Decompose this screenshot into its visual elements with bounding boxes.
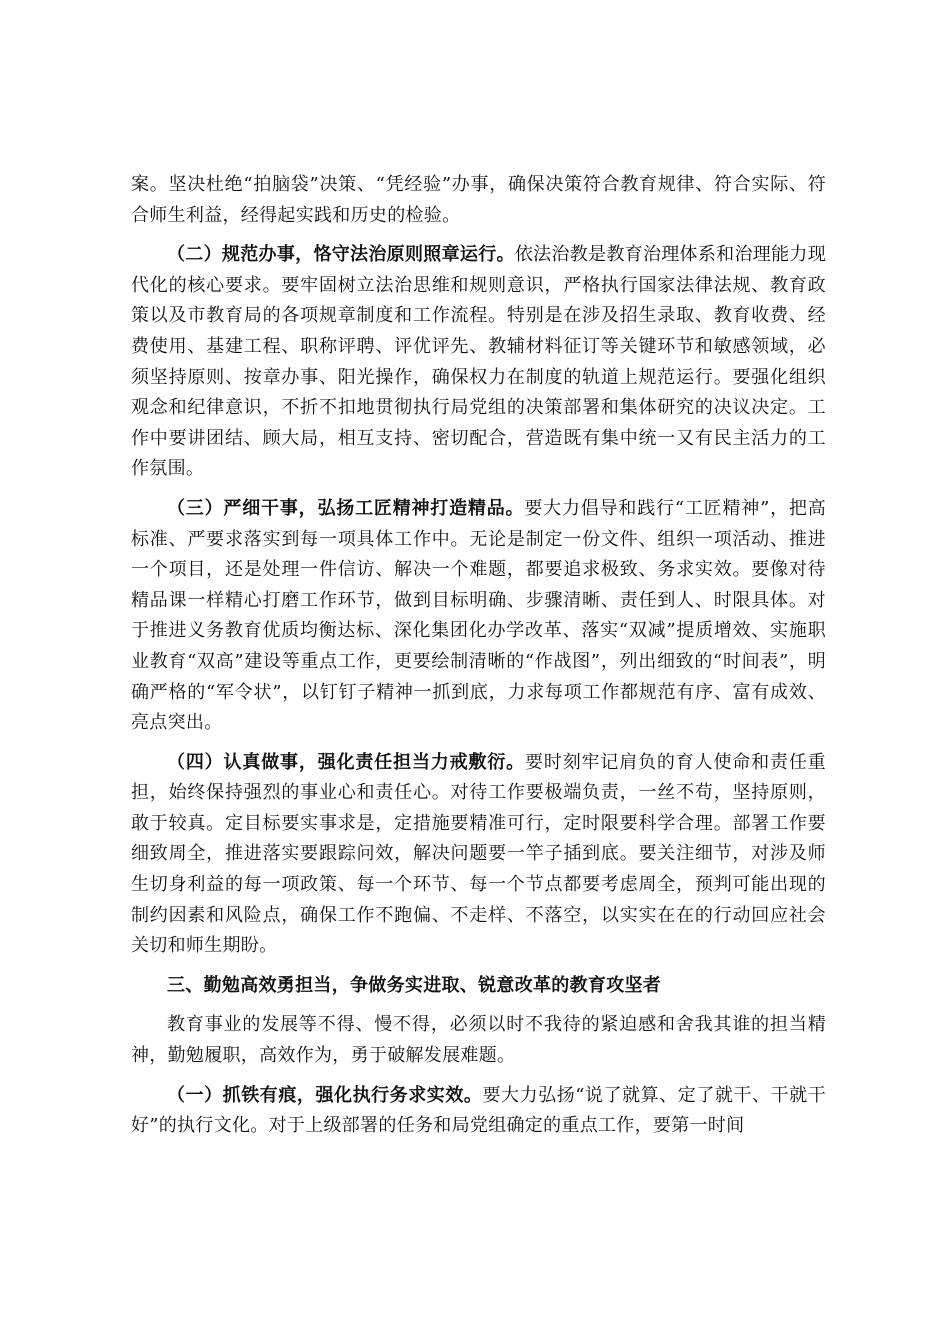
paragraph-section-4	[131, 748, 826, 962]
document-page	[131, 170, 826, 1151]
paragraph-text: 依法治教是教育治理体系和治理能力现代化的核心要求。要牢固树立法治思维和规则意识，严格执行国家法律法规、教育政策以及市教育局的各项规章制度和工作流程。特别是在涉及招生录取、教育收费、经费使用、基建工程、职称评聘、评优评先、教辅材料征订等关键环节和敏感领域，必须坚持原则、按章办事、阳光操作，确保权力在制度的轨道上规范运行。要强化组织观念和纪律意识，不折不扣地贯彻执行局党组的决策部署和集体研究的决议决定。工作中要讲团结、顾大局，相互支持、密切配合，营造既有集中统一又有民主活力的工作氛围。	[131, 244, 826, 480]
paragraph-text: 要大力倡导和践行“工匠精神”，把高标准、严要求落实到每一项具体工作中。无论是制定一份文件、组织一项活动、推进一个项目，还是处理一件信访、解决一个难题，都要追求极致、务求实效。要像对待精品课一样精心打磨工作环节，做到目标明确、步骤清晰、责任到人、时限具体。对于推进义务教育优质均衡达标、深化集团化办学改革、落实“双减”提质增效、实施职业教育“双高”建设等重点工作，更要绘制清晰的“作战图”，列出细致的“时间表”，明确严格的“军令状”，以钉钉子精神一抓到底，力求每项工作都规范有序、富有成效、亮点突出。	[131, 497, 826, 734]
paragraph-lead: （二）规范办事，恪守法治原则照章运行。	[167, 244, 515, 266]
paragraph-subsection-1	[131, 1081, 826, 1142]
paragraph-text: 教育事业的发展等不得、慢不得，必须以时不我待的紧迫感和舍我其谁的担当精神，勤勉履职，高效作为，勇于破解发展难题。	[131, 1014, 826, 1067]
paragraph-intro	[131, 1010, 826, 1071]
paragraph-text: 要大力弘扬“说了就算、定了就干、干就干好”的执行文化。对于上级部署的任务和局党组确定的重点工作，要第一时间	[131, 1084, 826, 1137]
paragraph-section-3	[131, 494, 826, 739]
chapter-heading: 三、勤勉高效勇担当，争做务实进取、锐意改革的教育攻坚者	[167, 974, 662, 996]
paragraph-text: 要时刻牢记肩负的育人使命和责任重担，始终保持强烈的事业心和责任心。对待工作要极端负责，一丝不苟，坚持原则，敢于较真。定目标要实事求是，定措施要精准可行，定时限要科学合理。部署工作要细致周全，推进落实要跟踪问效，解决问题要一竿子插到底。要关注细节，对涉及师生切身利益的每一项政策、每一个环节、每一个节点都要考虑周全，预判可能出现的制约因素和风险点，确保工作不跑偏、不走样、不落空，以实实在在的行动回应社会关切和师生期盼。	[131, 751, 826, 957]
paragraph-continuation	[131, 170, 826, 231]
paragraph-text: 案。坚决杜绝“拍脑袋”决策、“凭经验”办事，确保决策符合教育规律、符合实际、符合师生利益，经得起实践和历史的检验。	[131, 174, 826, 226]
paragraph-lead: （三）严细干事，弘扬工匠精神打造精品。	[167, 497, 525, 519]
paragraph-lead: （四）认真做事，强化责任担当力戒敷衍。	[167, 751, 526, 773]
paragraph-section-2	[131, 240, 826, 485]
paragraph-lead: （一）抓铁有痕，强化执行务求实效。	[167, 1084, 483, 1106]
